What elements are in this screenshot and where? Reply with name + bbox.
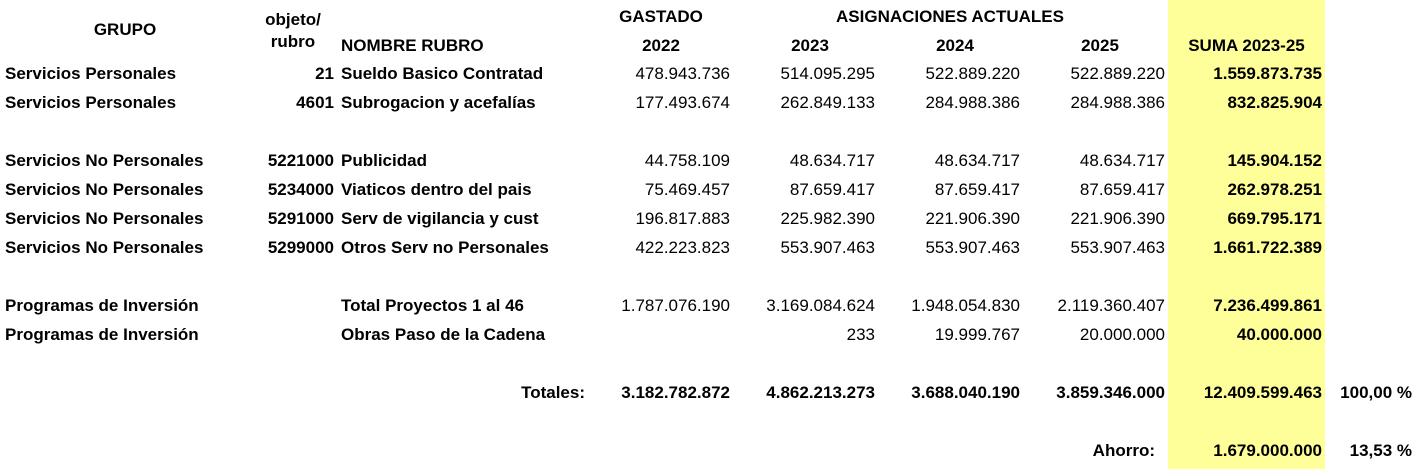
ahorro-label: Ahorro: (1092, 441, 1155, 460)
row-value-2024: 48.634.717 (934, 151, 1020, 170)
row-objeto: 4601 (296, 93, 334, 112)
row-value-2022: 1.787.076.190 (621, 296, 730, 315)
row-value-2025: 522.889.220 (1070, 64, 1165, 83)
row-value-2023: 553.907.463 (780, 238, 875, 257)
row-value-2025: 221.906.390 (1070, 209, 1165, 228)
row-value-2023: 225.982.390 (780, 209, 875, 228)
row-nombre: Serv de vigilancia y cust (341, 209, 539, 228)
row-nombre: Viaticos dentro del pais (341, 180, 532, 199)
row-value-2022: 44.758.109 (644, 151, 730, 170)
row-value-2024: 19.999.767 (934, 325, 1020, 344)
row-value-2022: 177.493.674 (635, 93, 730, 112)
row-value-2025: 284.988.386 (1070, 93, 1165, 112)
row-objeto: 5234000 (267, 180, 334, 199)
header-gastado: GASTADO (619, 7, 703, 26)
row-nombre: Total Proyectos 1 al 46 (341, 296, 524, 315)
header-suma: SUMA 2023-25 (1188, 36, 1305, 55)
totales-suma: 12.409.599.463 (1203, 383, 1322, 402)
header-year-2022: 2022 (642, 36, 680, 55)
row-value-2023: 3.169.084.624 (766, 296, 875, 315)
row-objeto: 5299000 (267, 238, 334, 257)
ahorro-percent: 13,53 % (1349, 441, 1412, 460)
row-nombre: Sueldo Basico Contratad (341, 64, 544, 83)
header-year-2025: 2025 (1081, 36, 1119, 55)
row-value-2025: 87.659.417 (1079, 180, 1165, 199)
row-value-2023: 233 (846, 325, 875, 344)
row-grupo: Servicios No Personales (5, 238, 204, 257)
row-value-2024: 87.659.417 (934, 180, 1020, 199)
row-nombre: Subrogacion y acefalías (341, 93, 536, 112)
row-value-2024: 1.948.054.830 (911, 296, 1020, 315)
row-value-2023: 514.095.295 (780, 64, 875, 83)
row-value-2025: 48.634.717 (1079, 151, 1165, 170)
row-suma: 7.236.499.861 (1213, 296, 1322, 315)
row-value-2022: 478.943.736 (635, 64, 730, 83)
totales-percent: 100,00 % (1340, 383, 1412, 402)
row-value-2024: 284.988.386 (925, 93, 1020, 112)
row-value-2025: 2.119.360.407 (1057, 296, 1165, 315)
row-grupo: Servicios No Personales (5, 151, 204, 170)
totales-label: Totales: (521, 383, 585, 402)
row-nombre: Obras Paso de la Cadena (341, 325, 546, 344)
row-value-2023: 262.849.133 (780, 93, 875, 112)
totales-2025: 3.859.346.000 (1056, 383, 1165, 402)
totales-2022: 3.182.782.872 (621, 383, 730, 402)
header-grupo: GRUPO (93, 20, 157, 39)
row-nombre: Otros Serv no Personales (341, 238, 549, 257)
row-grupo: Servicios No Personales (5, 180, 204, 199)
header-asignaciones-actuales: ASIGNACIONES ACTUALES (836, 7, 1064, 26)
row-objeto: 5221000 (267, 151, 334, 170)
row-grupo: Programas de Inversión (5, 296, 199, 315)
ahorro-suma: 1.679.000.000 (1213, 441, 1322, 460)
header-year-2023: 2023 (791, 36, 829, 55)
row-suma: 1.559.873.735 (1213, 64, 1322, 83)
header-year-2024: 2024 (936, 36, 974, 55)
row-grupo: Servicios Personales (5, 64, 177, 83)
row-objeto: 5291000 (267, 209, 334, 228)
row-nombre: Publicidad (341, 151, 427, 170)
totales-2023: 4.862.213.273 (766, 383, 875, 402)
header-objeto-line1: objeto/ (265, 10, 321, 29)
header-nombre-rubro: NOMBRE RUBRO (341, 36, 484, 55)
row-objeto: 21 (315, 64, 334, 83)
row-value-2023: 87.659.417 (789, 180, 875, 199)
row-value-2022: 196.817.883 (635, 209, 730, 228)
row-suma: 832.825.904 (1227, 93, 1322, 112)
row-value-2025: 20.000.000 (1079, 325, 1165, 344)
row-value-2022: 75.469.457 (644, 180, 730, 199)
row-suma: 262.978.251 (1227, 180, 1322, 199)
header-objeto-line2: rubro (270, 32, 316, 51)
row-value-2024: 221.906.390 (925, 209, 1020, 228)
row-grupo: Servicios No Personales (5, 209, 204, 228)
row-value-2022: 422.223.823 (635, 238, 730, 257)
row-suma: 145.904.152 (1227, 151, 1322, 170)
row-suma: 669.795.171 (1227, 209, 1322, 228)
row-suma: 1.661.722.389 (1213, 238, 1322, 257)
row-grupo: Servicios Personales (5, 93, 177, 112)
row-value-2024: 522.889.220 (925, 64, 1020, 83)
totales-2024: 3.688.040.190 (911, 383, 1020, 402)
row-suma: 40.000.000 (1236, 325, 1322, 344)
row-value-2025: 553.907.463 (1070, 238, 1165, 257)
row-value-2024: 553.907.463 (925, 238, 1020, 257)
row-grupo: Programas de Inversión (5, 325, 199, 344)
row-value-2023: 48.634.717 (789, 151, 875, 170)
